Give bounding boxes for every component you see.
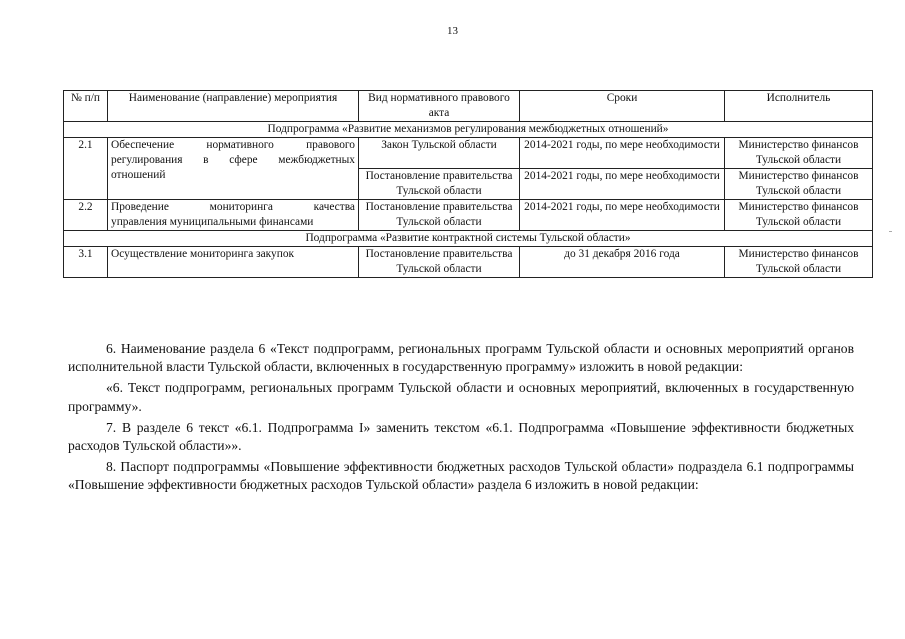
subprogram-heading: Подпрограмма «Развитие механизмов регулирования межбюджетных отношений» <box>64 122 873 138</box>
row-number: 2.2 <box>64 200 108 231</box>
measure-name-line: Проведение мониторинга качества <box>111 201 355 213</box>
terms: 2014-2021 годы, по мере необходимости <box>520 138 725 169</box>
act-type: Постановление правительства Тульской области <box>359 200 520 231</box>
table-row <box>64 138 873 169</box>
margin-mark <box>889 231 892 232</box>
executor: Министерство финансов Тульской области <box>725 200 873 231</box>
measures-table <box>63 90 873 278</box>
measure-name: Осуществление мониторинга закупок <box>108 247 359 278</box>
page-number: 13 <box>447 25 458 37</box>
subprogram-heading: Подпрограмма «Развитие контрактной системы Тульской области» <box>64 231 873 247</box>
table-header-row <box>64 91 873 122</box>
executor: Министерство финансов Тульской области <box>725 169 873 200</box>
measure-name <box>108 138 359 200</box>
act-type: Постановление правительства Тульской области <box>359 169 520 200</box>
body-text <box>68 340 854 497</box>
header-terms: Сроки <box>520 91 725 122</box>
paragraph-6: 6. Наименование раздела 6 «Текст подпрограмм, региональных программ Тульской области и основных мероприятий органов исполнительной власти Тульской области, включенных в государственную программу» изложить в новой редакции: <box>68 341 854 375</box>
paragraph-6-quote: «6. Текст подпрограмм, региональных программ Тульской области и основных мероприятий, включенных в государственную программу». <box>68 380 854 414</box>
paragraph-7: 7. В разделе 6 текст «6.1. Подпрограмма I» заменить текстом «6.1. Подпрограмма «Повышение эффективности бюджетных расходов Тульской области»». <box>68 419 854 454</box>
measure-name-line: управления муниципальными финансами <box>111 216 314 228</box>
table-row <box>64 247 873 278</box>
terms: до 31 декабря 2016 года <box>520 247 725 278</box>
measure-name-line: отношений <box>111 169 166 181</box>
row-number: 2.1 <box>64 138 108 200</box>
terms: 2014-2021 годы, по мере необходимости <box>520 200 725 231</box>
table-row <box>64 231 873 247</box>
table-row <box>64 122 873 138</box>
measure-name <box>108 200 359 231</box>
executor: Министерство финансов Тульской области <box>725 247 873 278</box>
terms: 2014-2021 годы, по мере необходимости <box>520 169 725 200</box>
row-number: 3.1 <box>64 247 108 278</box>
measure-name-line: Обеспечение нормативного правового <box>111 139 355 151</box>
measure-name-line: регулирования в сфере межбюджетных <box>111 154 355 166</box>
header-act-type: Вид нормативного правового акта <box>359 91 520 122</box>
act-type: Закон Тульской области <box>359 138 520 169</box>
header-name: Наименование (направление) мероприятия <box>108 91 359 122</box>
header-num: № п/п <box>64 91 108 122</box>
act-type: Постановление правительства Тульской области <box>359 247 520 278</box>
executor: Министерство финансов Тульской области <box>725 138 873 169</box>
paragraph-8: 8. Паспорт подпрограммы «Повышение эффективности бюджетных расходов Тульской области» подраздела 6.1 подпрограммы «Повышение эффективности бюджетных расходов Тульской области» раздела 6 изложить в новой редакции: <box>68 458 854 493</box>
table-row <box>64 200 873 231</box>
header-executor: Исполнитель <box>725 91 873 122</box>
